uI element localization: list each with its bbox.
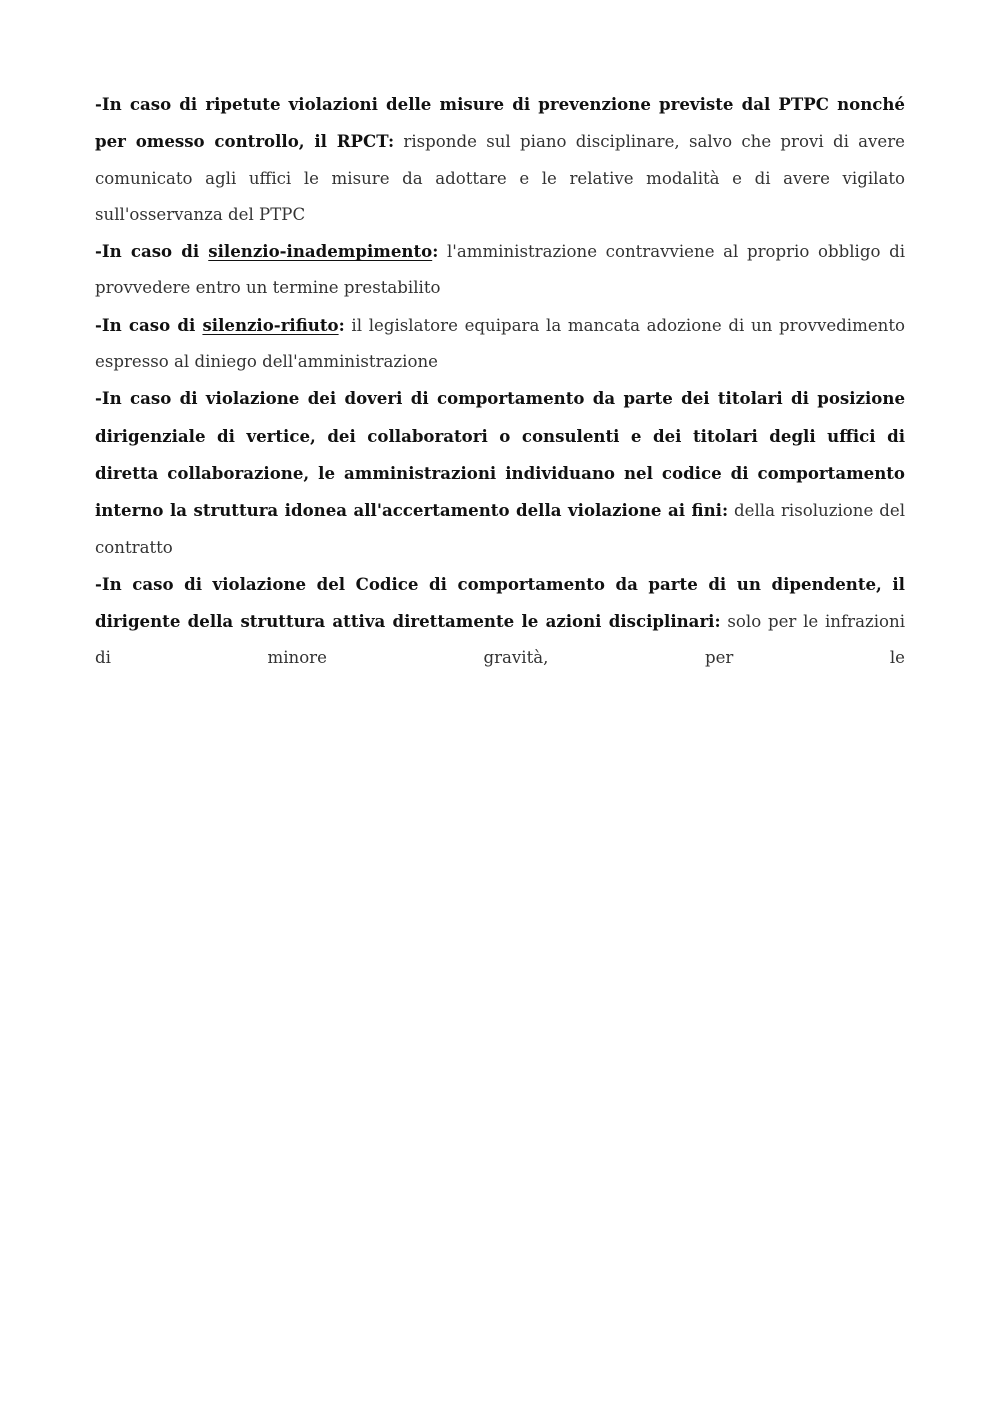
paragraph-lead: -In caso di violazione dei doveri di comportamento da parte dei titolari di posizione dirigenziale di vertice, dei collaboratori o consulenti e dei titolari degli uffici di diretta collaborazione, le amministrazioni individuano nel codice di comportamento interno la struttura idonea all'accertamento della violazione ai fini:: [95, 388, 905, 521]
paragraph-codice-dipendente: [95, 566, 905, 677]
paragraph-text: risponde sul piano disciplinare, salvo che provi di avere comunicato agli uffici le misure da adottare e le relative modalità e di avere vigilato sull'osservanza del PTPC: [95, 132, 906, 224]
paragraph-dirigenti-violation: [95, 380, 905, 565]
paragraph-rpct-liability: [95, 86, 905, 233]
paragraph-text: il legislatore equipara la mancata adozione di un provvedimento espresso al diniego dell'amministrazione: [95, 315, 905, 372]
paragraph-silenzio-rifiuto: [95, 307, 905, 381]
paragraph-lead: -In caso di violazione del Codice di comportamento da parte di un dipendente, il dirigente della struttura attiva direttamente le azioni disciplinari:: [95, 573, 905, 632]
paragraph-term: silenzio-inadempimento: [208, 241, 433, 262]
document-body: [95, 86, 905, 677]
paragraph-lead: -In caso di: [95, 314, 203, 335]
paragraph-lead: -In caso di ripetute violazioni delle misure di prevenzione previste dal PTPC nonché per omesso controllo, il RPCT:: [95, 94, 905, 152]
paragraph-text: l'amministrazione contravviene al proprio obbligo di provvedere entro un termine prestabilito: [95, 242, 905, 298]
paragraph-text: della risoluzione del contratto: [95, 501, 906, 557]
paragraph-lead: -In caso di: [95, 241, 209, 262]
paragraph-colon: :: [338, 314, 345, 335]
paragraph-colon: :: [432, 241, 439, 262]
paragraph-text: solo per le infrazioni di minore gravità, per le: [95, 612, 905, 668]
paragraph-term: silenzio-rifiuto: [202, 314, 339, 335]
paragraph-silenzio-inadempimento: [95, 233, 905, 307]
